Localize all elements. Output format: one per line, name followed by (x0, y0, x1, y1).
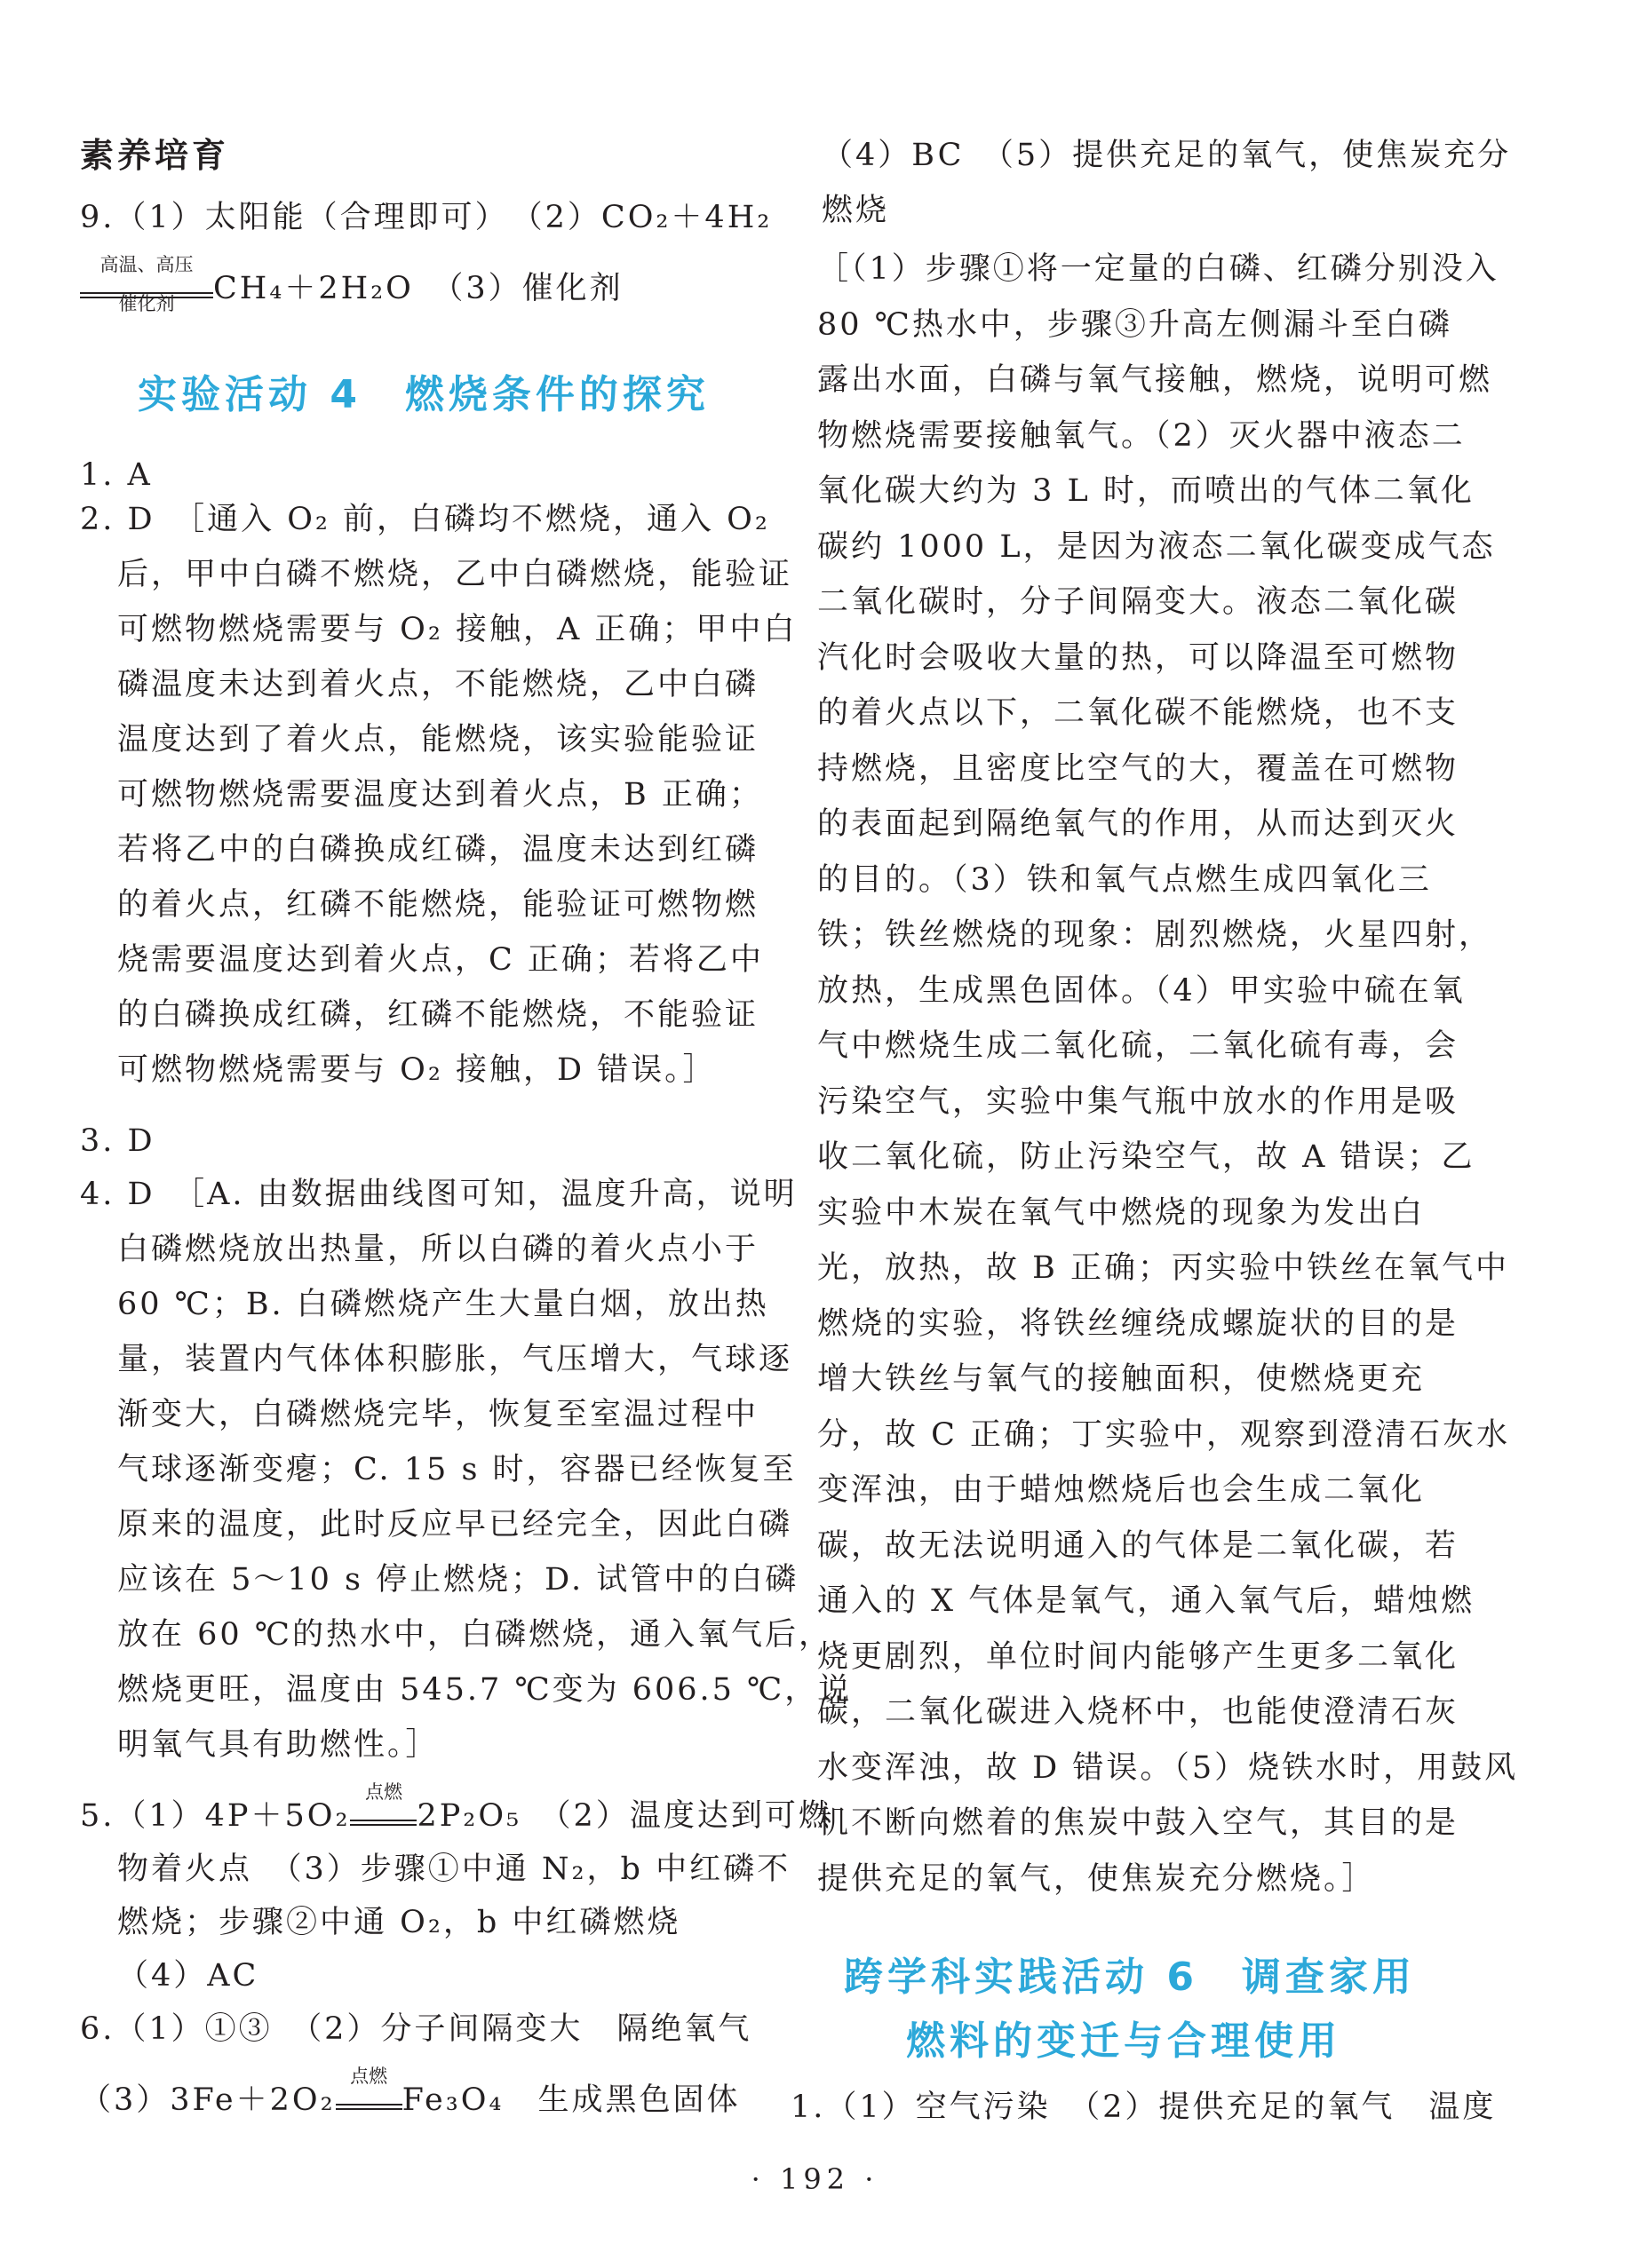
text-line: 光，放热，故 B 正确；丙实验中铁丝在氧气中 (817, 1250, 1509, 1286)
text-line: 气球逐渐变瘪；C. 15 s 时，容器已经恢复至 (117, 1452, 797, 1487)
text-line: 通入的 X 气体是氧气，通入氧气后，蜡烛燃 (817, 1583, 1475, 1619)
text-line: 的表面起到隔绝氧气的作用，从而达到灭火 (817, 806, 1459, 842)
text-line: 水变浑浊，故 D 错误。（5）烧铁水时，用鼓风 (817, 1749, 1519, 1786)
answer-1: 1. A (80, 457, 153, 493)
text-line: 铁；铁丝燃烧的现象：剧烈燃烧，火星四射， (817, 917, 1493, 953)
text-line: 二氧化碳时，分子间隔变大。液态二氧化碳 (817, 584, 1459, 620)
text-line: 提供充足的氧气，使焦炭充分燃烧。］ (817, 1860, 1376, 1897)
text-line: 温度达到了着火点，能燃烧，该实验能验证 (117, 722, 759, 757)
text-line: 机不断向燃着的焦炭中鼓入空气，其目的是 (817, 1805, 1459, 1841)
text-line: 实验中木炭在氧气中燃烧的现象为发出白 (817, 1194, 1426, 1231)
text-line: 烧更剧烈，单位时间内能够产生更多二氧化 (817, 1638, 1459, 1675)
text-line: 的白磷换成红磷，红磷不能燃烧，不能验证 (117, 997, 759, 1033)
equals-sign (350, 1820, 417, 1826)
text-line: 物着火点 （3）步骤①中通 N₂，b 中红磷不 (117, 1852, 791, 1887)
text-line: 物燃烧需要接触氧气。（2）灭火器中液态二 (817, 417, 1466, 454)
reaction-condition (336, 2066, 402, 2110)
answer-5-line-1 (80, 1781, 832, 1836)
answer-9-line-1: 9.（1）太阳能（合理即可） （2）CO₂＋4H₂ (80, 200, 773, 235)
text-line: 后，甲中白磷不燃烧，乙中白磷燃烧，能验证 (117, 557, 793, 592)
text-line: 持燃烧，且密度比空气的大，覆盖在可燃物 (817, 750, 1459, 787)
text-line: 碳，二氧化碳进入烧杯中，也能使澄清石灰 (817, 1694, 1459, 1730)
text-line: 燃烧；步骤②中通 O₂，b 中红磷燃烧 (117, 1905, 681, 1940)
text-line: 燃烧更旺，温度由 545.7 ℃变为 606.5 ℃，说 (117, 1672, 853, 1708)
section-title-line-1: 跨学科实践活动 6 调查家用 (844, 1955, 1416, 2000)
text-line: 的着火点，红磷不能燃烧，能验证可燃物燃 (117, 887, 759, 923)
answer-9-products: CH₄＋2H₂O （3）催化剂 (213, 271, 624, 306)
text-line: 气中燃烧生成二氧化硫，二氧化硫有毒，会 (817, 1028, 1459, 1064)
text-line: 80 ℃热水中，步骤③升高左侧漏斗至白磷 (817, 306, 1452, 343)
text-line: 增大铁丝与氧气的接触面积，使燃烧更充 (817, 1361, 1426, 1397)
condition-top: 点燃 (364, 1781, 402, 1803)
text-line: 汽化时会吸收大量的热，可以降温至可燃物 (817, 639, 1459, 676)
text-line: 磷温度未达到着火点，不能燃烧，乙中白磷 (117, 667, 759, 702)
answer-5-products: 2P₂O₅ （2）温度达到可燃 (417, 1798, 832, 1834)
equals-sign (336, 2104, 402, 2110)
text-line: 可燃物燃烧需要温度达到着火点，B 正确； (117, 777, 763, 813)
text-line: 可燃物燃烧需要与 O₂ 接触，D 错误。］ (117, 1052, 717, 1088)
condition-top: 高温、高压 (99, 254, 194, 275)
text-line: 碳约 1000 L，是因为液态二氧化碳变成气态 (817, 528, 1496, 565)
text-line: 收二氧化硫，防止污染空气，故 A 错误；乙 (817, 1139, 1475, 1175)
page-number: · 192 · (751, 2162, 879, 2196)
text-line: 渐变大，白磷燃烧完毕，恢复至室温过程中 (117, 1397, 759, 1432)
answer-6-line-2 (80, 2066, 741, 2121)
section-title-line-2: 燃料的变迁与合理使用 (906, 2018, 1341, 2064)
text-line: 2. D ［通入 O₂ 前，白磷均不燃烧，通入 O₂ (80, 502, 770, 537)
text-line: 燃烧 (822, 193, 890, 228)
text-line: 露出水面，白磷与氧气接触，燃烧，说明可燃 (817, 362, 1493, 398)
text-line: 可燃物燃烧需要与 O₂ 接触，A 正确；甲中白 (117, 612, 798, 647)
text-line: 4. D ［A. 由数据曲线图可知，温度升高，说明 (80, 1177, 798, 1212)
text-line: （4）AC (117, 1958, 259, 1994)
text-line: ［（1）步骤①将一定量的白磷、红磷分别没入 (817, 251, 1499, 287)
answer-6-products: Fe₃O₄ 生成黑色固体 (402, 2082, 741, 2118)
text-line: 碳，故无法说明通入的气体是二氧化碳，若 (817, 1527, 1459, 1564)
condition-bottom: 催化剂 (118, 293, 175, 314)
text-line: 污染空气，实验中集气瓶中放水的作用是吸 (817, 1083, 1459, 1120)
text-line: （4）BC （5）提供充足的氧气，使焦炭充分 (822, 138, 1512, 173)
text-line: 的着火点以下，二氧化碳不能燃烧，也不支 (817, 695, 1459, 731)
text-line: 燃烧的实验，将铁丝缠绕成螺旋状的目的是 (817, 1305, 1459, 1342)
text-line: 烧需要温度达到着火点，C 正确；若将乙中 (117, 942, 764, 978)
text-line: 若将乙中的白磷换成红磷，温度未达到红磷 (117, 832, 759, 868)
answer-3: 3. D (80, 1123, 155, 1159)
text-line: 明氧气具有助燃性。］ (117, 1727, 440, 1763)
condition-top: 点燃 (350, 2066, 388, 2087)
answer-6-reactants: （3）3Fe＋2O₂ (80, 2082, 336, 2118)
answer-5-reactants: 5.（1）4P＋5O₂ (80, 1798, 351, 1834)
text-line: 氧化碳大约为 3 L 时，而喷出的气体二氧化 (817, 473, 1475, 509)
text-line: 60 ℃；B. 白磷燃烧产生大量白烟，放出热 (117, 1287, 769, 1322)
text-line: 原来的温度，此时反应早已经完全，因此白磷 (117, 1507, 793, 1542)
text-line: 放热，生成黑色固体。（4）甲实验中硫在氧 (817, 972, 1466, 1009)
reaction-condition (350, 1781, 417, 1826)
text-line: 量，装置内气体体积膨胀，气压增大，气球逐 (117, 1342, 793, 1377)
reaction-condition (80, 254, 213, 314)
text-line: 分，故 C 正确；丁实验中，观察到澄清石灰水 (817, 1416, 1511, 1453)
text-line: 的目的。（3）铁和氧气点燃生成四氧化三 (817, 861, 1432, 898)
text-line: 变浑浊，由于蜡烛燃烧后也会生成二氧化 (817, 1472, 1426, 1508)
section-heading: 素养培育 (80, 136, 230, 175)
section-title: 实验活动 4 燃烧条件的探究 (138, 372, 710, 417)
text-line: 放在 60 ℃的热水中，白磷燃烧，通入氧气后， (117, 1617, 832, 1653)
text-line: 应该在 5～10 s 停止燃烧；D. 试管中的白磷 (117, 1562, 799, 1598)
answer-6-line-1: 6.（1）①③ （2）分子间隔变大 隔绝氧气 (80, 2011, 752, 2047)
text-line: 白磷燃烧放出热量，所以白磷的着火点小于 (117, 1232, 759, 1267)
answer-9-line-2 (80, 254, 624, 314)
answer-1-right: 1.（1）空气污染 （2）提供充足的氧气 温度 (791, 2090, 1497, 2125)
